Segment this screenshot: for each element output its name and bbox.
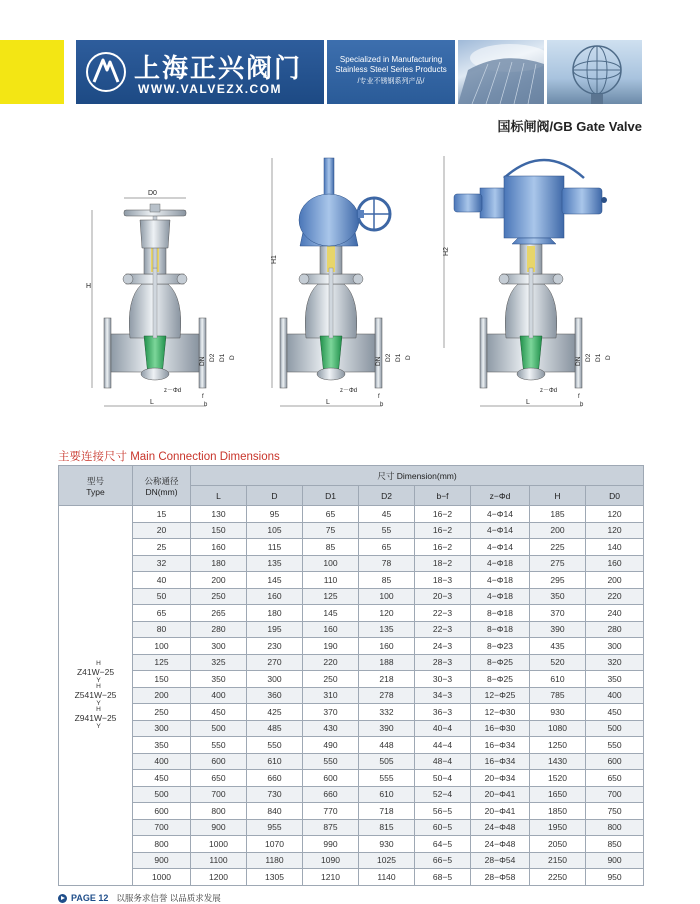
dim-label-d1-2: D1	[395, 353, 402, 362]
dimension-cell: 930	[359, 836, 415, 853]
column-header: D0	[586, 486, 644, 506]
dimension-cell: 450	[191, 704, 247, 721]
table-row	[59, 704, 644, 721]
dimension-cell: 278	[359, 687, 415, 704]
dn-cell: 65	[133, 605, 191, 622]
dimension-cell: 400	[586, 687, 644, 704]
dim-label-l-3: L	[526, 399, 530, 406]
dimension-cell: 65	[303, 506, 359, 523]
dimension-cell: 505	[359, 753, 415, 770]
dimension-cell: 785	[530, 687, 586, 704]
dn-cell: 300	[133, 720, 191, 737]
page-title: 国标闸阀/GB Gate Valve	[497, 119, 642, 134]
gate-valve-drawings	[84, 148, 624, 416]
dimension-cell: 65	[359, 539, 415, 556]
tagline-block	[327, 40, 455, 104]
dimension-cell: 110	[303, 572, 359, 589]
table-row	[59, 852, 644, 869]
dn-cell: 450	[133, 770, 191, 787]
dimension-cell: 120	[586, 522, 644, 539]
dimension-cell: 320	[586, 654, 644, 671]
dim-label-d2-1: D2	[209, 353, 216, 362]
dimension-cell: 1070	[247, 836, 303, 853]
dimension-cell: 16−2	[415, 539, 471, 556]
dim-label-h1: H1	[271, 255, 278, 264]
dimension-cell: 4−Φ14	[471, 522, 530, 539]
dimension-cell: 360	[247, 687, 303, 704]
column-header: D2	[359, 486, 415, 506]
dimension-cell: 1000	[191, 836, 247, 853]
dimension-cell: 350	[530, 588, 586, 605]
dimension-cell: 185	[530, 506, 586, 523]
dimension-cell: 435	[530, 638, 586, 655]
dn-cell: 125	[133, 654, 191, 671]
dimension-cell: 8−Φ23	[471, 638, 530, 655]
dimension-cell: 700	[586, 786, 644, 803]
dimension-cell: 350	[191, 671, 247, 688]
dimension-cell: 1200	[191, 869, 247, 886]
dimension-cell: 48−4	[415, 753, 471, 770]
dn-cell: 600	[133, 803, 191, 820]
dimension-cell: 16−Φ34	[471, 737, 530, 754]
dim-label-d2-2: D2	[385, 353, 392, 362]
dimension-cell: 718	[359, 803, 415, 820]
dimension-cell: 730	[247, 786, 303, 803]
dimension-cell: 24−3	[415, 638, 471, 655]
dn-cell: 250	[133, 704, 191, 721]
dimension-cell: 448	[359, 737, 415, 754]
column-header: b−f	[415, 486, 471, 506]
dimension-cell: 230	[247, 638, 303, 655]
dimension-cell: 16−2	[415, 522, 471, 539]
section-heading: 主要连接尺寸 Main Connection Dimensions	[58, 451, 280, 463]
dimension-cell: 1080	[530, 720, 586, 737]
dimension-cell: 900	[191, 819, 247, 836]
dn-cell: 40	[133, 572, 191, 589]
dimensions-table	[58, 465, 644, 886]
dimension-cell: 400	[191, 687, 247, 704]
dimension-cell: 120	[586, 506, 644, 523]
table-row	[59, 836, 644, 853]
dimension-cell: 1180	[247, 852, 303, 869]
table-row	[59, 753, 644, 770]
dimension-cell: 485	[247, 720, 303, 737]
dim-label-h2: H2	[443, 247, 450, 256]
table-row	[59, 506, 644, 523]
dimension-cell: 390	[530, 621, 586, 638]
dimension-cell: 1025	[359, 852, 415, 869]
column-header: z−Φd	[471, 486, 530, 506]
dimension-cell: 180	[191, 555, 247, 572]
dimension-cell: 160	[586, 555, 644, 572]
dimension-cell: 350	[586, 671, 644, 688]
dimension-cell: 18−3	[415, 572, 471, 589]
dimension-cell: 240	[586, 605, 644, 622]
dim-label-f-3: f	[578, 394, 580, 400]
dimension-cell: 2150	[530, 852, 586, 869]
dim-label-h: H	[86, 283, 92, 290]
dim-label-d0: D0	[148, 190, 157, 197]
column-header: L	[191, 486, 247, 506]
dimension-cell: 520	[530, 654, 586, 671]
dimension-cell: 105	[247, 522, 303, 539]
dim-label-zd-2: z－Φd	[340, 388, 358, 394]
gear-gate-valve-drawing	[271, 158, 412, 408]
dimension-cell: 770	[303, 803, 359, 820]
dim-label-b-1: b	[204, 402, 208, 408]
column-header: D	[247, 486, 303, 506]
dimension-cell: 75	[303, 522, 359, 539]
dimension-cell: 1210	[303, 869, 359, 886]
dimension-cell: 550	[586, 737, 644, 754]
type-cell: H Z41W−25 Y H Z541W−25 Y H Z941W−25 Y	[59, 506, 133, 886]
play-arrow-icon	[58, 894, 67, 903]
dimension-cell: 555	[359, 770, 415, 787]
dimension-cell: 36−3	[415, 704, 471, 721]
dimension-cell: 840	[247, 803, 303, 820]
dn-cell: 500	[133, 786, 191, 803]
dimension-cell: 12−Φ25	[471, 687, 530, 704]
dimension-cell: 135	[359, 621, 415, 638]
dn-cell: 400	[133, 753, 191, 770]
dimension-cell: 100	[303, 555, 359, 572]
dimension-cell: 300	[586, 638, 644, 655]
dimension-cell: 200	[530, 522, 586, 539]
table-row	[59, 654, 644, 671]
tagline-cn: /专业不锈钢系列产品/	[357, 78, 425, 85]
dimension-cell: 28−Φ58	[471, 869, 530, 886]
dimension-cell: 115	[247, 539, 303, 556]
dimension-cell: 660	[247, 770, 303, 787]
table-row	[59, 588, 644, 605]
dimension-cell: 85	[303, 539, 359, 556]
dimension-cell: 100	[359, 588, 415, 605]
dimension-cell: 145	[303, 605, 359, 622]
dimension-cell: 55	[359, 522, 415, 539]
dimension-cell: 160	[303, 621, 359, 638]
dim-label-d1-3: D1	[595, 353, 602, 362]
dimension-cell: 1950	[530, 819, 586, 836]
column-header: H	[530, 486, 586, 506]
dimension-cell: 332	[359, 704, 415, 721]
dimension-cell: 1100	[191, 852, 247, 869]
dn-cell: 700	[133, 819, 191, 836]
table-row	[59, 803, 644, 820]
dimension-cell: 990	[303, 836, 359, 853]
dn-cell: 150	[133, 671, 191, 688]
type-header: 型号 Type	[59, 466, 133, 506]
dimension-cell: 275	[530, 555, 586, 572]
dimension-cell: 490	[303, 737, 359, 754]
dimension-cell: 600	[191, 753, 247, 770]
dimension-cell: 28−3	[415, 654, 471, 671]
brand-name: 上海正兴阀门	[134, 54, 303, 84]
dn-cell: 15	[133, 506, 191, 523]
header-accent-bar	[0, 40, 64, 104]
dimension-cell: 270	[247, 654, 303, 671]
dimension-cell: 280	[586, 621, 644, 638]
dimension-cell: 550	[247, 737, 303, 754]
dimension-cell: 1305	[247, 869, 303, 886]
table-row	[59, 605, 644, 622]
dimension-cell: 125	[303, 588, 359, 605]
dimension-cell: 425	[247, 704, 303, 721]
company-logo-icon	[86, 50, 126, 94]
dimension-cell: 1430	[530, 753, 586, 770]
dimension-cell: 930	[530, 704, 586, 721]
dim-label-d-2: D	[405, 355, 412, 360]
dimension-cell: 265	[191, 605, 247, 622]
table-row	[59, 621, 644, 638]
dimension-cell: 95	[247, 506, 303, 523]
dimension-cell: 20−Φ41	[471, 803, 530, 820]
dimension-cell: 22−3	[415, 605, 471, 622]
dimension-cell: 650	[191, 770, 247, 787]
dimension-cell: 160	[191, 539, 247, 556]
dimension-cell: 550	[191, 737, 247, 754]
dimension-cell: 300	[247, 671, 303, 688]
dimension-cell: 20−Φ41	[471, 786, 530, 803]
dimension-cell: 140	[586, 539, 644, 556]
dimension-cell: 52−4	[415, 786, 471, 803]
dimension-cell: 500	[191, 720, 247, 737]
dimension-cell: 4−Φ18	[471, 555, 530, 572]
dimension-cell: 875	[303, 819, 359, 836]
dimension-cell: 4−Φ18	[471, 572, 530, 589]
dimension-cell: 135	[247, 555, 303, 572]
dimension-cell: 280	[191, 621, 247, 638]
dim-label-dn-3: DN	[575, 356, 582, 366]
dimension-cell: 45	[359, 506, 415, 523]
dimension-cell: 34−3	[415, 687, 471, 704]
dimension-cell: 145	[247, 572, 303, 589]
table-row	[59, 720, 644, 737]
dimension-cell: 600	[303, 770, 359, 787]
dn-cell: 200	[133, 687, 191, 704]
dimension-cell: 550	[303, 753, 359, 770]
dimension-cell: 610	[530, 671, 586, 688]
dimension-cell: 610	[247, 753, 303, 770]
dimension-cell: 250	[303, 671, 359, 688]
dimension-cell: 8−Φ25	[471, 654, 530, 671]
dimension-cell: 200	[586, 572, 644, 589]
dimension-cell: 30−3	[415, 671, 471, 688]
dn-cell: 50	[133, 588, 191, 605]
dimension-cell: 40−4	[415, 720, 471, 737]
dimension-cell: 1140	[359, 869, 415, 886]
dimension-cell: 16−2	[415, 506, 471, 523]
dimension-cell: 600	[586, 753, 644, 770]
table-row	[59, 786, 644, 803]
header-photo-building	[458, 40, 544, 104]
brand-url: WWW.VALVEZX.COM	[138, 82, 283, 96]
dimension-cell: 8−Φ18	[471, 621, 530, 638]
dimension-cell: 430	[303, 720, 359, 737]
dimension-cell: 150	[191, 522, 247, 539]
dimension-cell: 20−Φ34	[471, 770, 530, 787]
dimension-cell: 20−3	[415, 588, 471, 605]
dimension-cell: 950	[586, 869, 644, 886]
dimension-cell: 120	[359, 605, 415, 622]
dn-cell: 25	[133, 539, 191, 556]
dimension-cell: 190	[303, 638, 359, 655]
dimension-cell: 325	[191, 654, 247, 671]
tagline-line-2: Stainless Steel Series Products	[335, 65, 447, 74]
dimension-cell: 218	[359, 671, 415, 688]
dimension-cell: 8−Φ25	[471, 671, 530, 688]
table-row	[59, 638, 644, 655]
table-row	[59, 522, 644, 539]
dimension-cell: 225	[530, 539, 586, 556]
electric-gate-valve-drawing	[443, 156, 612, 408]
table-row	[59, 671, 644, 688]
dimension-cell: 56−5	[415, 803, 471, 820]
dimension-cell: 800	[586, 819, 644, 836]
header-photo-globe	[547, 40, 642, 104]
table-row	[59, 539, 644, 556]
dimension-cell: 815	[359, 819, 415, 836]
dimension-cell: 750	[586, 803, 644, 820]
dn-cell: 32	[133, 555, 191, 572]
dimension-cell: 1520	[530, 770, 586, 787]
dimension-cell: 16−Φ30	[471, 720, 530, 737]
dimension-cell: 4−Φ14	[471, 539, 530, 556]
dimension-cell: 220	[303, 654, 359, 671]
dimension-cell: 85	[359, 572, 415, 589]
dimension-cell: 1250	[530, 737, 586, 754]
dn-cell: 800	[133, 836, 191, 853]
dim-label-l-1: L	[150, 399, 154, 406]
dim-label-d-3: D	[605, 355, 612, 360]
dimension-cell: 18−2	[415, 555, 471, 572]
brand-logo-block	[76, 40, 324, 104]
dim-label-zd-3: z－Φd	[540, 388, 558, 394]
dim-label-dn-1: DN	[199, 356, 206, 366]
dimension-cell: 390	[359, 720, 415, 737]
dimension-cell: 250	[191, 588, 247, 605]
page-number: PAGE 12	[71, 893, 109, 903]
dimension-cell: 66−5	[415, 852, 471, 869]
dimension-cell: 195	[247, 621, 303, 638]
page-footer	[58, 892, 221, 904]
dimension-cell: 68−5	[415, 869, 471, 886]
dim-label-b-3: b	[580, 402, 584, 408]
dimension-cell: 220	[586, 588, 644, 605]
dim-label-f-2: f	[378, 394, 380, 400]
dimension-cell: 130	[191, 506, 247, 523]
dimension-cell: 8−Φ18	[471, 605, 530, 622]
dimension-cell: 450	[586, 704, 644, 721]
dimension-header: 尺寸 Dimension(mm)	[191, 466, 644, 486]
dim-label-d1-1: D1	[219, 353, 226, 362]
dimension-cell: 610	[359, 786, 415, 803]
dimension-cell: 188	[359, 654, 415, 671]
dimension-cell: 660	[303, 786, 359, 803]
column-header: D1	[303, 486, 359, 506]
table-row	[59, 819, 644, 836]
dimension-cell: 200	[191, 572, 247, 589]
footer-slogan: 以服务求信誉 以品质求发展	[116, 893, 221, 903]
dn-cell: 350	[133, 737, 191, 754]
table-row	[59, 687, 644, 704]
dimension-cell: 300	[191, 638, 247, 655]
dimension-cell: 900	[586, 852, 644, 869]
dimension-cell: 24−Φ48	[471, 836, 530, 853]
dimension-cell: 500	[586, 720, 644, 737]
dimension-cell: 650	[586, 770, 644, 787]
dimension-cell: 800	[191, 803, 247, 820]
dimension-cell: 370	[303, 704, 359, 721]
dimension-cell: 4−Φ14	[471, 506, 530, 523]
dim-label-l-2: L	[326, 399, 330, 406]
dimension-cell: 310	[303, 687, 359, 704]
dimension-cell: 955	[247, 819, 303, 836]
dimension-cell: 24−Φ48	[471, 819, 530, 836]
table-row	[59, 869, 644, 886]
dn-cell: 20	[133, 522, 191, 539]
dim-label-b-2: b	[380, 402, 384, 408]
dimension-cell: 700	[191, 786, 247, 803]
dimension-cell: 60−5	[415, 819, 471, 836]
dimension-cell: 50−4	[415, 770, 471, 787]
dimension-cell: 160	[359, 638, 415, 655]
dimension-cell: 22−3	[415, 621, 471, 638]
dim-label-f-1: f	[202, 394, 204, 400]
dn-header: 公称通径 DN(mm)	[133, 466, 191, 506]
dim-label-dn-2: DN	[375, 356, 382, 366]
dimension-cell: 28−Φ54	[471, 852, 530, 869]
table-row	[59, 770, 644, 787]
dimension-cell: 2050	[530, 836, 586, 853]
dimension-cell: 1650	[530, 786, 586, 803]
dn-cell: 900	[133, 852, 191, 869]
dim-label-d2-3: D2	[585, 353, 592, 362]
dimension-cell: 370	[530, 605, 586, 622]
dimension-cell: 180	[247, 605, 303, 622]
dimension-cell: 16−Φ34	[471, 753, 530, 770]
dim-label-d-1: D	[229, 355, 236, 360]
dimension-cell: 160	[247, 588, 303, 605]
manual-gate-valve-drawing	[86, 190, 236, 408]
dn-cell: 80	[133, 621, 191, 638]
dimension-cell: 1090	[303, 852, 359, 869]
table-row	[59, 737, 644, 754]
tagline-line-1: Specialized in Manufacturing	[339, 55, 443, 64]
dimension-cell: 12−Φ30	[471, 704, 530, 721]
dimension-cell: 4−Φ18	[471, 588, 530, 605]
dimension-cell: 78	[359, 555, 415, 572]
dimension-cell: 2250	[530, 869, 586, 886]
dim-label-zd-1: z－Φd	[164, 388, 182, 394]
dimension-cell: 295	[530, 572, 586, 589]
dn-cell: 100	[133, 638, 191, 655]
dimension-cell: 1850	[530, 803, 586, 820]
table-row	[59, 555, 644, 572]
dimension-cell: 64−5	[415, 836, 471, 853]
dn-cell: 1000	[133, 869, 191, 886]
dimension-cell: 44−4	[415, 737, 471, 754]
table-row	[59, 572, 644, 589]
dimension-cell: 850	[586, 836, 644, 853]
